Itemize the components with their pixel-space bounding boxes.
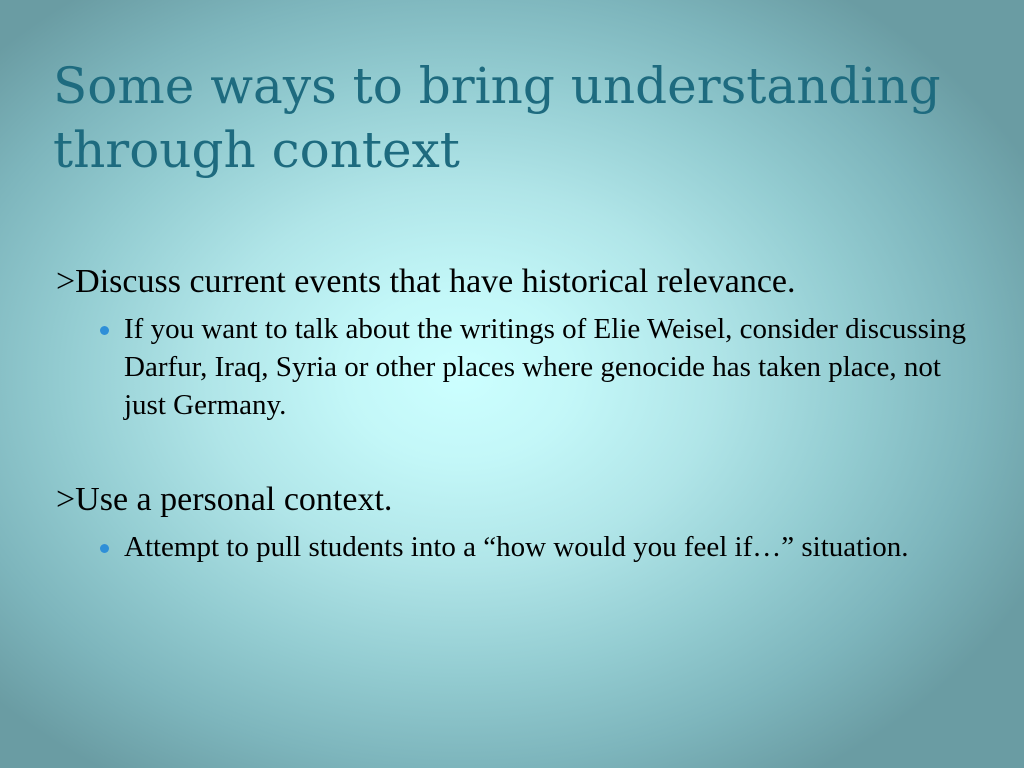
slide-title: Some ways to bring understanding through context bbox=[53, 57, 941, 179]
heading-current-events: >Discuss current events that have historical relevance. bbox=[56, 263, 796, 300]
bullet-list-current-events bbox=[56, 310, 986, 424]
bullet-list-personal-context bbox=[56, 528, 986, 566]
content-group-current-events bbox=[56, 262, 986, 424]
bullet-dot-icon bbox=[100, 326, 109, 335]
slide-content bbox=[56, 262, 986, 566]
content-group-personal-context bbox=[56, 480, 986, 566]
bullet-text: Attempt to pull students into a “how would you feel if…” situation. bbox=[124, 531, 909, 563]
bullet-item-how-would-you-feel bbox=[56, 528, 986, 566]
bullet-dot-icon bbox=[100, 544, 109, 553]
bullet-item-elie-weisel bbox=[56, 310, 986, 424]
heading-personal-context: >Use a personal context. bbox=[56, 481, 393, 518]
bullet-text: If you want to talk about the writings of Elie Weisel, consider discussing Darfur, Iraq, Syria or other places where genocide has taken place, not just Germany. bbox=[124, 313, 967, 421]
